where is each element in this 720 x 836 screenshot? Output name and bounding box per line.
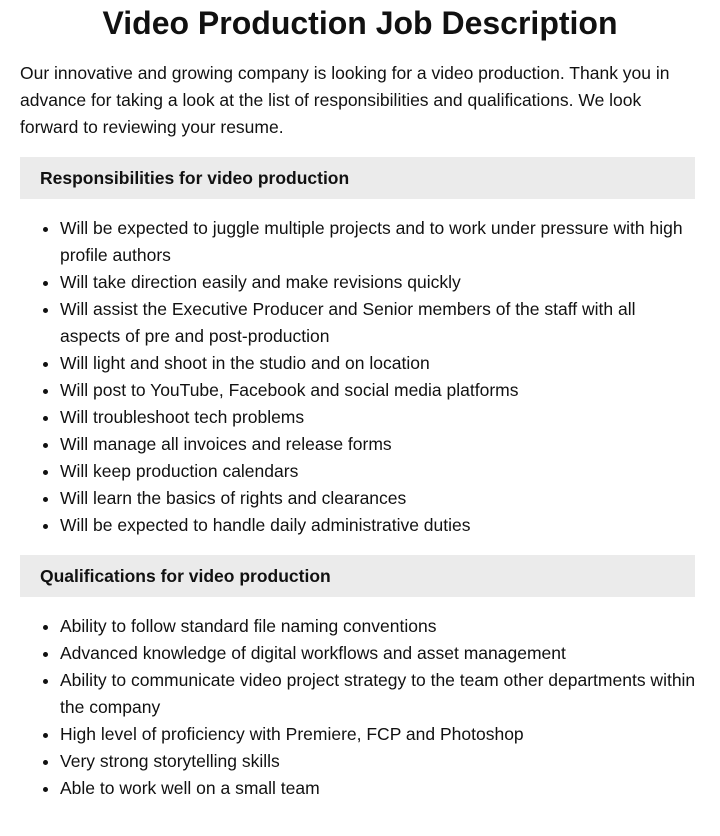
list-item: • Advanced knowledge of digital workflows and asset management	[60, 640, 700, 667]
responsibilities-heading: Responsibilities for video production	[20, 157, 695, 199]
list-item: • Will troubleshoot tech problems	[60, 404, 700, 431]
list-item: • High level of proficiency with Premiere, FCP and Photoshop	[60, 721, 700, 748]
list-item: • Will learn the basics of rights and clearances	[60, 485, 700, 512]
list-item: • Will post to YouTube, Facebook and social media platforms	[60, 377, 700, 404]
list-item: • Very strong storytelling skills	[60, 748, 700, 775]
list-item: • Ability to communicate video project strategy to the team other departments within the company	[60, 667, 700, 721]
list-item: • Will assist the Executive Producer and Senior members of the staff with all aspects of pre and post-production	[60, 296, 700, 350]
intro-paragraph: Our innovative and growing company is looking for a video production. Thank you in advance for taking a look at the list of responsibilities and qualifications. We look forward to reviewing your resume.	[20, 63, 670, 137]
list-item: • Will be expected to handle daily administrative duties	[60, 512, 700, 539]
list-item: • Able to work well on a small team	[60, 775, 700, 802]
page-title: Video Production Job Description	[102, 5, 618, 41]
qualifications-list	[20, 613, 700, 802]
list-item: • Will keep production calendars	[60, 458, 700, 485]
list-item: • Will manage all invoices and release forms	[60, 431, 700, 458]
responsibilities-list	[20, 215, 700, 539]
list-item: • Will take direction easily and make revisions quickly	[60, 269, 700, 296]
list-item: • Ability to follow standard file naming conventions	[60, 613, 700, 640]
qualifications-heading: Qualifications for video production	[20, 555, 695, 597]
list-item: • Will be expected to juggle multiple projects and to work under pressure with high profile authors	[60, 215, 700, 269]
list-item: • Will light and shoot in the studio and on location	[60, 350, 700, 377]
